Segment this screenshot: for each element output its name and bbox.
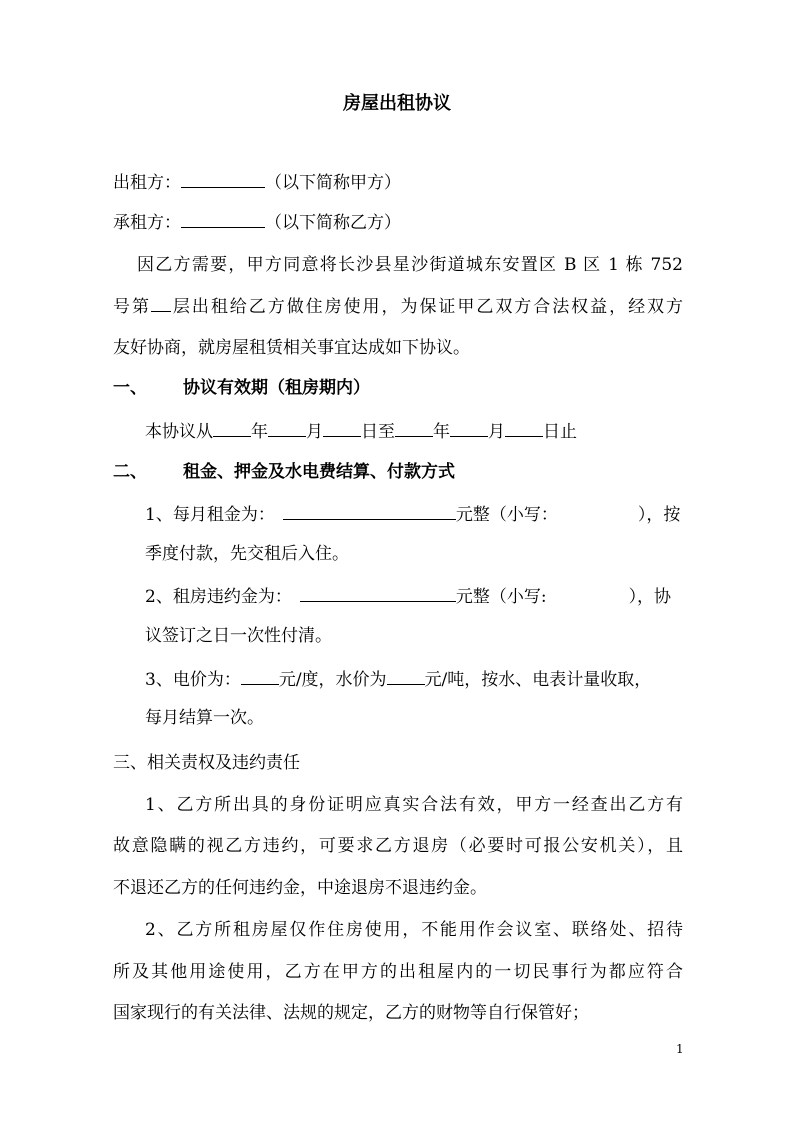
s3-item1-line3: 不退还乙方的任何违约金，中途退房不退违约金。 [113,878,487,898]
text: ），按 [637,505,681,525]
section-3-heading: 三、相关责权及违约责任 [113,753,300,773]
floor-blank [151,294,171,312]
text: 元/度，水价为 [278,670,387,690]
blank [387,667,425,685]
intro-text: 层出租给乙方做住房使用，为保证甲乙双方合法权益，经双方 [170,297,684,317]
blank [395,419,433,437]
blank [213,419,251,437]
intro-line-3: 友好协商，就房屋租赁相关事宜达成如下协议。 [113,338,470,358]
lessor-note: （以下简称甲方） [265,173,401,193]
lessee-blank [181,210,265,228]
blank [241,667,279,685]
text: 元/吨，按水、电表计量收取， [424,670,652,690]
text: 年 [251,422,268,442]
section-title: 协议有效期（租房期内） [183,378,370,398]
text: 月 [306,422,323,442]
text: 元整（小写： [455,505,558,525]
section-1-heading [113,377,683,399]
lessee-line [113,210,683,234]
text: 日止 [543,422,577,442]
lessor-line [113,170,683,194]
text: 元整（小写: [455,587,547,607]
section-title: 租金、押金及水电费结算、付款方式 [183,462,455,482]
lessor-label: 出租方： [113,173,181,193]
penalty-line-2: 议签订之日一次性付清。 [145,626,332,646]
penalty-line [145,584,683,608]
term-line [145,419,715,443]
text: 1、每月租金为： [145,505,275,525]
s3-item2-line3: 国家现行的有关法律、法规的规定，乙方的财物等自行保管好； [113,1003,589,1023]
utility-line-2: 每月结算一次。 [145,708,264,728]
s3-item1-line1: 1、乙方所出具的身份证明应真实合法有效，甲方一经查出乙方有 [145,795,683,815]
s3-item1-line2: 故意隐瞒的视乙方违约，可要求乙方退房（必要时可报公安机关），且 [113,836,683,856]
blank [450,419,488,437]
lessor-blank [181,170,265,188]
intro-line-1: 因乙方需要，甲方同意将长沙县星沙街道城东安置区 B 区 1 栋 752 [137,255,683,275]
rent-line [145,502,683,526]
text: ），协 [628,587,672,607]
page-number: 1 [676,1042,684,1056]
text: 本协议从 [145,422,213,442]
utility-line [145,667,683,691]
blank [505,419,543,437]
s3-item2-line1: 2、乙方所租房屋仅作住房使用，不能用作会议室、联络处、招待 [145,920,683,940]
blank [268,419,306,437]
intro-line-2 [113,294,683,318]
section-number: 一、 [113,378,147,398]
text: 3、电价为： [145,670,241,690]
text: 月 [488,422,505,442]
blank [323,419,361,437]
rent-line-2: 季度付款，先交租后入住。 [145,544,349,564]
section-number: 二、 [113,462,147,482]
text: 日至 [361,422,395,442]
lessee-label: 承租方： [113,213,181,233]
rent-blank [283,502,456,520]
intro-text: 号第 [113,297,151,317]
penalty-blank [300,584,456,602]
section-2-heading [113,461,683,483]
s3-item2-line2: 所及其他用途使用，乙方在甲方的出租屋内的一切民事行为都应符合 [113,962,683,982]
document-title: 房屋出租协议 [343,93,451,114]
text: 年 [433,422,450,442]
lessee-note: （以下简称乙方） [265,213,401,233]
text: 2、租房违约金为： [145,587,292,607]
